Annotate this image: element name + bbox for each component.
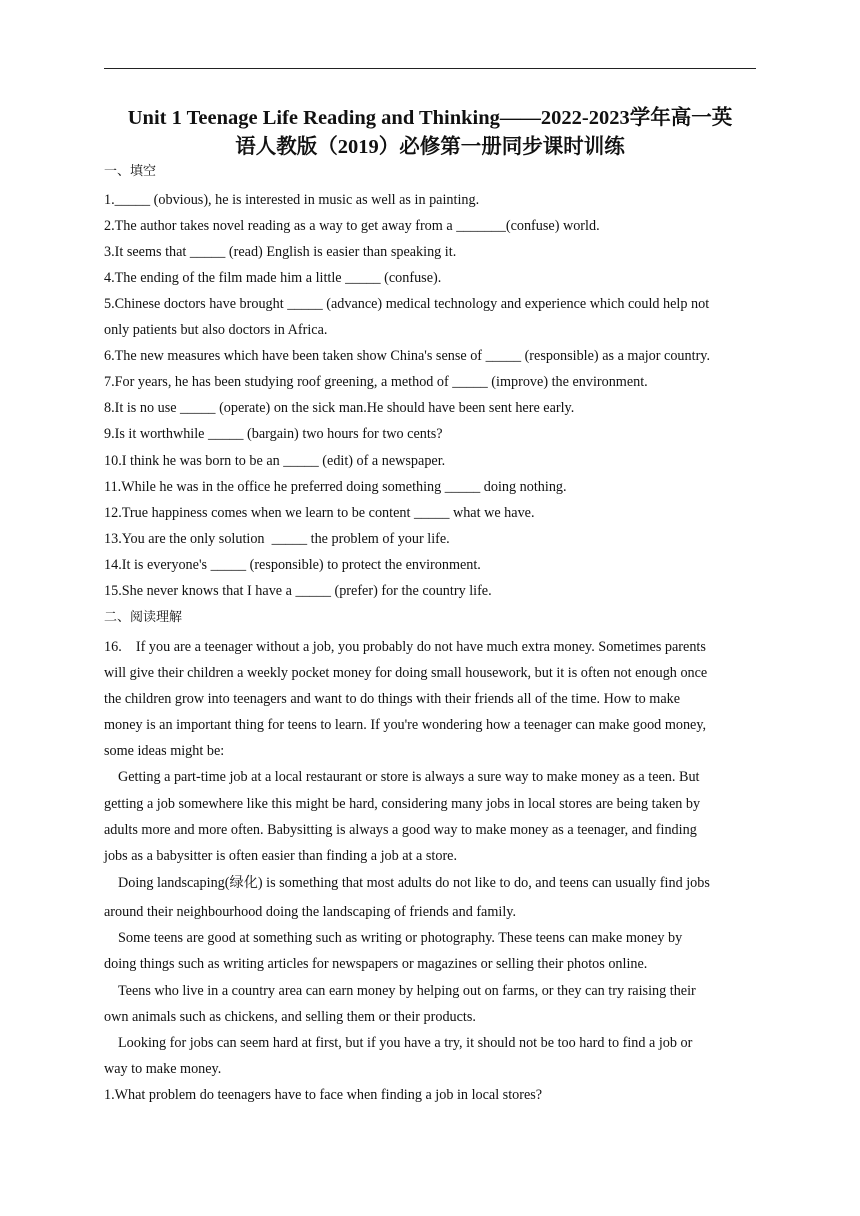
fill-in-question: 6.The new measures which have been taken show China's sense of _____ (responsible) as a major country. — [104, 348, 711, 364]
passage-line: around their neighbourhood doing the landscaping of friends and family. — [104, 904, 516, 920]
fill-in-question: 14.It is everyone's _____ (responsible) to protect the environment. — [104, 557, 481, 573]
fill-in-question: 15.She never knows that I have a _____ (prefer) for the country life. — [104, 583, 492, 599]
reading-question: 1.What problem do teenagers have to face when finding a job in local stores? — [104, 1087, 543, 1103]
document-title — [96, 104, 764, 162]
passage-line: way to make money. — [104, 1061, 222, 1077]
fill-in-question: 7.For years, he has been studying roof greening, a method of _____ (improve) the environment. — [104, 374, 648, 390]
fill-in-question: 4.The ending of the film made him a little _____ (confuse). — [104, 270, 442, 286]
fill-in-question: 12.True happiness comes when we learn to be content _____ what we have. — [104, 505, 535, 521]
fill-in-question: 3.It seems that _____ (read) English is easier than speaking it. — [104, 244, 457, 260]
passage-line: some ideas might be: — [104, 743, 225, 759]
passage-line: Getting a part-time job at a local restaurant or store is always a sure way to make money as a teen. But — [118, 769, 700, 785]
header-rule — [104, 68, 756, 69]
section-heading-reading: 二、阅读理解 — [104, 610, 183, 625]
passage-line: Teens who live in a country area can earn money by helping out on farms, or they can try raising their — [118, 983, 696, 999]
fill-in-question: 5.Chinese doctors have brought _____ (advance) medical technology and experience which could help not — [104, 296, 710, 312]
passage-line: will give their children a weekly pocket money for doing small housework, but it is often not enough once — [104, 665, 708, 681]
fill-in-question: 1._____ (obvious), he is interested in music as well as in painting. — [104, 192, 480, 208]
passage-line: own animals such as chickens, and selling them or their products. — [104, 1009, 476, 1025]
section-heading-fill-in: 一、填空 — [104, 164, 157, 179]
fill-in-question-continued: only patients but also doctors in Africa. — [104, 322, 328, 338]
passage-line: 16. If you are a teenager without a job, you probably do not have much extra money. Sometimes parents — [104, 639, 706, 655]
passage-line: the children grow into teenagers and want to do things with their friends all of the time. How to make — [104, 691, 681, 707]
passage-line: jobs as a babysitter is often easier than finding a job at a store. — [104, 848, 458, 864]
title-line-2: 语人教版（2019）必修第一册同步课时训练 — [235, 136, 625, 158]
passage-line: Looking for jobs can seem hard at first, but if you have a try, it should not be too hard to find a job or — [118, 1035, 693, 1051]
fill-in-question: 13.You are the only solution _____ the problem of your life. — [104, 531, 450, 547]
fill-in-question: 11.While he was in the office he preferred doing something _____ doing nothing. — [104, 479, 567, 495]
title-line-1: Unit 1 Teenage Life Reading and Thinking——2022-2023学年高一英 — [127, 107, 733, 129]
passage-line: money is an important thing for teens to learn. If you're wondering how a teenager can make good money, — [104, 717, 707, 733]
passage-line: getting a job somewhere like this might be hard, considering many jobs in local stores are being taken by — [104, 796, 701, 812]
passage-line: doing things such as writing articles for newspapers or magazines or selling their photos online. — [104, 956, 648, 972]
passage-line: adults more and more often. Babysitting is always a good way to make money as a teenager, and finding — [104, 822, 697, 838]
passage-line: Doing landscaping(绿化) is something that most adults do not like to do, and teens can usually find jobs — [118, 875, 710, 891]
fill-in-question: 2.The author takes novel reading as a way to get away from a _______(confuse) world. — [104, 218, 600, 234]
passage-line: Some teens are good at something such as writing or photography. These teens can make money by — [118, 930, 683, 946]
fill-in-question: 9.Is it worthwhile _____ (bargain) two hours for two cents? — [104, 426, 443, 442]
fill-in-question: 8.It is no use _____ (operate) on the sick man.He should have been sent here early. — [104, 400, 575, 416]
fill-in-question: 10.I think he was born to be an _____ (edit) of a newspaper. — [104, 453, 446, 469]
